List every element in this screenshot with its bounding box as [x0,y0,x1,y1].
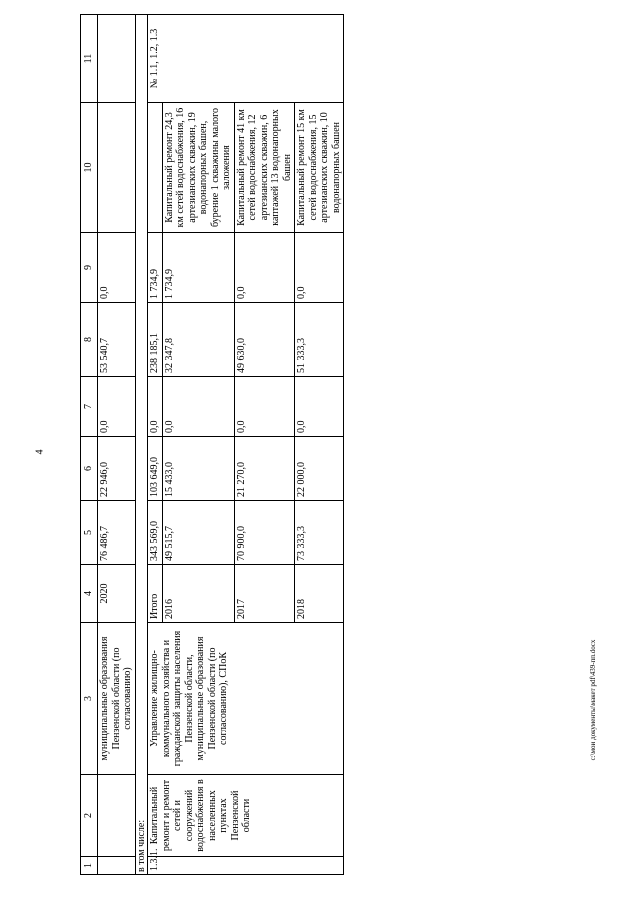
amount-cell: 73 333,3 [295,501,344,565]
header-cell: 5 [81,501,98,565]
amount-cell: 0,0 [148,377,163,437]
item-name: Капитальный ремонт и ремонт сетей и сооружений водоснабжения в населенных пунктах Пензенской области [148,775,344,857]
amount-cell: 76 486,7 [98,501,136,565]
result-cell [148,103,163,233]
year-cell: 2016 [162,565,234,623]
amount-cell: 15 433,0 [162,437,234,501]
header-row [81,15,98,875]
header-cell: 8 [81,303,98,377]
header-cell: 9 [81,233,98,303]
page-number: 4 [34,449,46,455]
amount-cell: 238 185,1 [148,303,163,377]
result-cell: Капитальный ремонт 41 км сетей водоснабжения, 12 артезианских скважин, 6 каптажей 13 водонапорных башен [234,103,295,233]
item-row-total [148,15,163,875]
amount-cell: 0,0 [234,233,295,303]
amount-cell: 1 734,9 [162,233,234,303]
amount-cell: 1 734,9 [148,233,163,303]
item-executor: Управление жилищно-коммунального хозяйства и гражданской защиты населения Пензенской области, муниципальные образования Пензенской области (по согласованию), СПоК [148,623,344,775]
header-cell: 3 [81,623,98,775]
prev-item-row [98,15,136,875]
amount-cell: 0,0 [98,377,136,437]
header-cell: 7 [81,377,98,437]
amount-cell: 21 270,0 [234,437,295,501]
year-cell: Итого [148,565,163,623]
year-cell: 2017 [234,565,295,623]
footer-file-path: c:\мои документы\макет pdf\439-пп.docx [589,639,597,761]
amount-cell: 51 333,3 [295,303,344,377]
amount-cell: 103 649,0 [148,437,163,501]
amount-cell: 0,0 [295,377,344,437]
indicator-cell: № 1.1, 1.2, 1.3 [148,15,344,103]
result-cell: Капитальный ремонт 24,3 км сетей водоснабжения, 16 артезианских скважин, 19 водонапорных башен, бурение 1 скважины малого заложения [162,103,234,233]
amount-cell: 0,0 [295,233,344,303]
header-cell: 6 [81,437,98,501]
item-number: 1.3.1. [148,857,344,875]
amount-cell: 49 630,0 [234,303,295,377]
year-cell: 2018 [295,565,344,623]
header-cell: 1 [81,857,98,875]
amount-cell: 22 946,0 [98,437,136,501]
program-table [80,14,344,875]
amount-cell: 49 515,7 [162,501,234,565]
header-cell: 4 [81,565,98,623]
amount-cell: 0,0 [234,377,295,437]
amount-cell: 70 900,0 [234,501,295,565]
amount-cell: 0,0 [98,233,136,303]
program-table-rotated [80,15,610,875]
section-label: в том числе: [135,15,148,875]
amount-cell: 32 347,8 [162,303,234,377]
year-cell: 2020 [98,565,136,623]
amount-cell: 53 540,7 [98,303,136,377]
header-cell: 10 [81,103,98,233]
result-cell: Капитальный ремонт 15 км сетей водоснабжения, 15 артезианских скважин, 10 водонапорных башен [295,103,344,233]
section-row [135,15,148,875]
executor-cell: муниципальные образования Пензенской области (по согласованию) [98,623,136,775]
header-cell: 11 [81,15,98,103]
amount-cell: 0,0 [162,377,234,437]
amount-cell: 343 569,0 [148,501,163,565]
amount-cell: 22 000,0 [295,437,344,501]
header-cell: 2 [81,775,98,857]
